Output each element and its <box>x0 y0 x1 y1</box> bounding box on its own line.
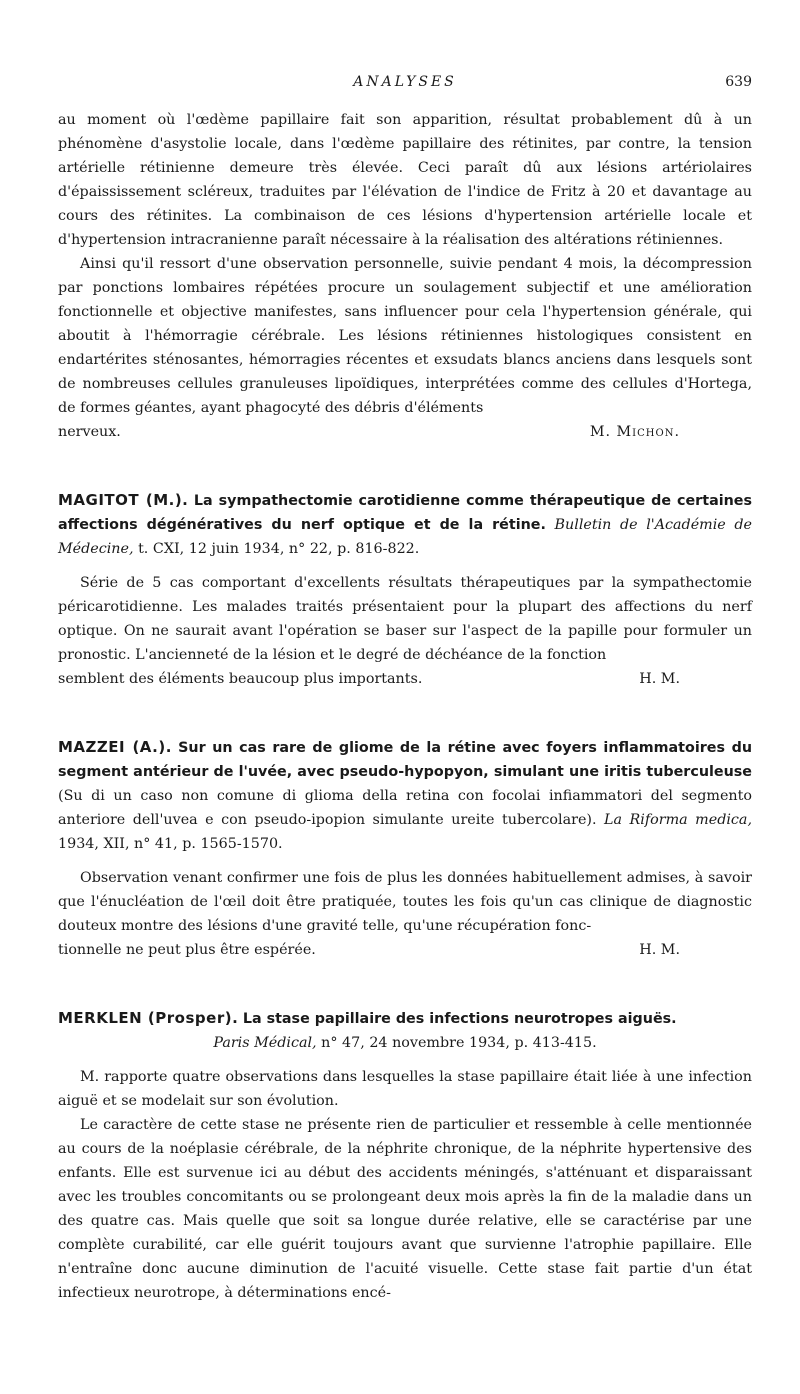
section-title: ANALYSES <box>353 74 457 90</box>
entry-author: MAGITOT (M.). <box>58 491 189 509</box>
entry-closing-line <box>58 938 752 962</box>
reviewer-signature: H. M. <box>639 671 680 687</box>
entry-title: La sympathectomie carotidienne comme thérapeutique de certaines affections dégénératives du nerf optique et de la rétine. <box>58 493 752 533</box>
entry-body-paragraph-1: M. rapporte quatre observations dans lesquelles la stase papillaire était liée à une infection aiguë et se modelait sur son évolution. <box>58 1069 752 1109</box>
closing-text: semblent des éléments beaucoup plus importants. <box>58 671 423 687</box>
running-head <box>58 72 752 98</box>
entry-reference: 1934, XII, n° 41, p. 1565-1570. <box>58 836 283 852</box>
entry-original-title: (Su di un caso non comune di glioma della retina con focolai infiammatori del segmento anteriore dell'uvea e con pseudo-ipopion simulante ureite tubercolare). <box>58 788 752 828</box>
closing-text: nerveux. <box>58 424 121 440</box>
entry-body-paragraph-2: Le caractère de cette stase ne présente rien de particulier et ressemble à celle mentionnée au cours de la noéplasie cérébrale, de la néphrite chronique, de la néphrite hypertensive des enfants. Elle est survenue ici au début des accidents méningés, s'atténuant et disparaissant avec les troubles concomitants ou se prolongeant deux mois après la fin de la maladie dans un des quatre cas. Mais quelle que soit sa longue durée relative, elle se caractérise par une complète curabilité, car elle guérit toujours avant que survienne l'atrophie papillaire. Elle n'entraîne donc aucune diminution de l'acuité visuelle. Cette stase fait partie d'un état infectieux neurotrope, à déterminations encé- <box>58 1117 752 1301</box>
entry-reference: t. CXI, 12 juin 1934, n° 22, p. 816-822. <box>138 541 420 557</box>
entry-closing-line <box>58 667 752 691</box>
review-entry-mazzei <box>58 735 752 962</box>
entry-journal: La Riforma medica, <box>604 812 752 828</box>
continuation-paragraph-1: au moment où l'œdème papillaire fait son apparition, résultat probablement dû à un phénomène d'asystolie locale, dans l'œdème papillaire des rétinites, par contre, la tension artérielle rétinienne demeure très élevée. Ceci paraît dû aux lésions artériolaires d'épaississement scléreux, traduites par l'élévation de l'indice de Fritz à 20 et davantage au cours des rétinites. La combinaison de ces lésions d'hypertension artérielle locale et d'hypertension intracranienne paraît nécessaire à la réalisation des altérations rétiniennes. <box>58 112 752 248</box>
entry-heading <box>58 488 752 561</box>
entry-author: MERKLEN (Prosper). <box>58 1009 239 1027</box>
continuation-paragraph-2: Ainsi qu'il ressort d'une observation personnelle, suivie pendant 4 mois, la décompression par ponctions lombaires répétées procure un soulagement subjectif et une amélioration fonctionnelle et objective manifestes, sans influencer pour cela l'hypertension générale, qui aboutit à l'hémorragie cérébrale. Les lésions rétiniennes histologiques consistent en endartérites sténosantes, hémorragies récentes et exsudats blancs anciens dans lesquels sont de nombreuses cellules granuleuses lipoïdiques, interprétées comme des cellules d'Hortega, de formes géantes, ayant phagocyté des débris d'éléments <box>58 256 752 416</box>
reviewer-signature: M. Michon. <box>589 424 680 440</box>
entry-heading <box>58 1006 752 1031</box>
entry-reference-line <box>58 1031 752 1055</box>
entry-body: Série de 5 cas comportant d'excellents résultats thérapeutiques par la sympathectomie péricarotidienne. Les malades traités présentaient pour la plupart des affections du nerf optique. On ne saurait avant l'opération se baser sur l'aspect de la papille pour formuler un pronostic. L'ancienneté de la lésion et le degré de déchéance de la fonction <box>58 575 752 663</box>
page-number: 639 <box>725 74 752 90</box>
entry-reference: n° 47, 24 novembre 1934, p. 413-415. <box>321 1035 597 1051</box>
entry-journal: Bulletin de l'Académie de Médecine, <box>58 517 752 557</box>
entry-journal: Paris Médical, <box>213 1035 317 1051</box>
entry-title: Sur un cas rare de gliome de la rétine avec foyers inflammatoires du segment antérieur de l'uvée, avec pseudo-hypopyon, simulant une iritis tuberculeuse <box>58 740 752 780</box>
entry-title: La stase papillaire des infections neurotropes aiguës. <box>242 1011 677 1027</box>
review-entry-magitot <box>58 488 752 691</box>
entry-heading <box>58 735 752 856</box>
entry-body: Observation venant confirmer une fois de plus les données habituellement admises, à savoir que l'énucléation de l'œil doit être pratiquée, toutes les fois qu'un cas clinique de diagnostic douteux montre des lésions d'une gravité telle, qu'une récupération fonc- <box>58 870 752 934</box>
review-entry-merklen <box>58 1006 752 1305</box>
reviewer-signature: H. M. <box>639 942 680 958</box>
entry-author: MAZZEI (A.). <box>58 738 172 756</box>
continuation-closing-line <box>58 420 752 444</box>
journal-page <box>58 72 752 1305</box>
closing-text: tionnelle ne peut plus être espérée. <box>58 942 316 958</box>
